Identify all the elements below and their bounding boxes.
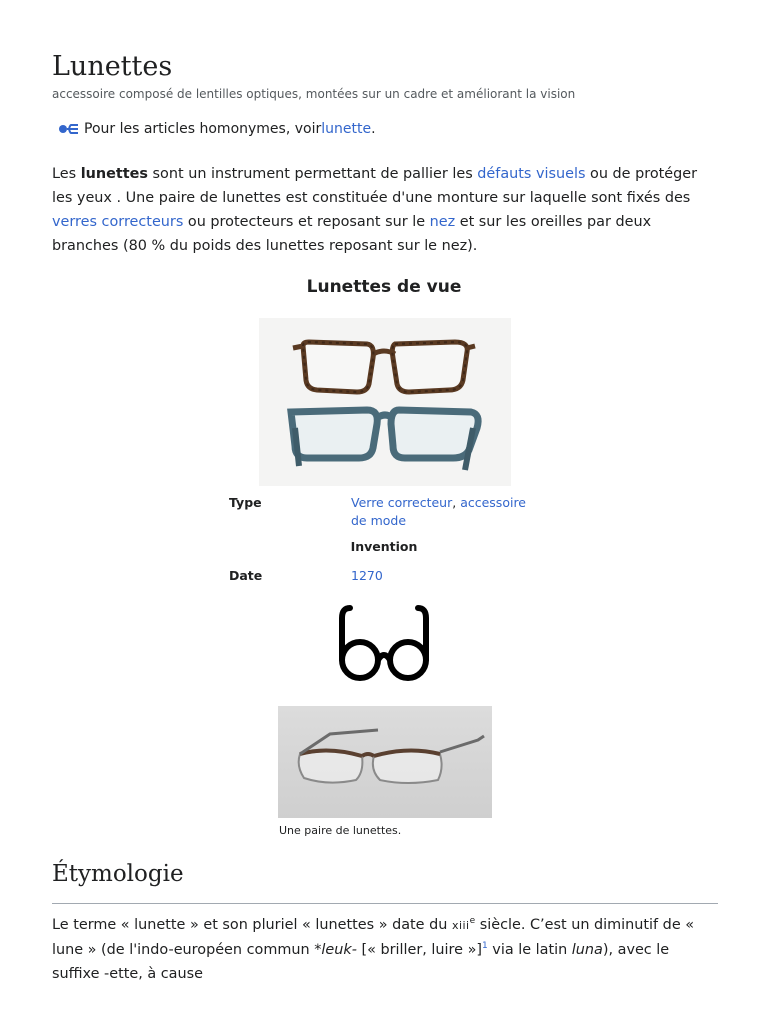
infobox-value-type — [351, 494, 531, 530]
infobox-separator: , — [452, 495, 461, 510]
intro-text: ou de protéger les yeux . Une paire de lunettes est constituée d'une monture sur laquelle sont fixés des — [52, 166, 698, 206]
etym-text: Le terme « lunette » et son pluriel « lunettes » date du — [52, 917, 452, 933]
infobox-label-type: Type — [229, 495, 262, 510]
glasses-photo-icon — [259, 318, 511, 486]
infobox-label-date: Date — [229, 568, 263, 583]
link-1270[interactable]: 1270 — [351, 568, 383, 583]
glasses-logo-icon — [336, 600, 432, 686]
glasses-photo[interactable] — [278, 706, 492, 818]
section-heading-etymologie: Étymologie — [52, 861, 184, 887]
hatnote-prefix: Pour les articles homonymes, voir — [84, 121, 322, 137]
link-verres-correcteurs[interactable]: verres correcteurs — [52, 214, 184, 230]
reference-link-1[interactable]: 1 — [482, 941, 488, 952]
etymology-paragraph — [52, 913, 718, 986]
etym-text: siècle. C’est un diminutif de « lune » (de l'indo-européen commun — [52, 917, 695, 958]
link-nez[interactable]: nez — [429, 214, 456, 230]
section-divider — [52, 903, 718, 904]
rimless-glasses-icon — [278, 706, 492, 818]
intro-text: sont un instrument permettant de pallier les — [147, 166, 478, 182]
hatnote-suffix: . — [371, 121, 376, 137]
intro-text: Les — [52, 166, 81, 182]
intro-text: ou protecteurs et reposant sur le — [183, 214, 430, 230]
hatnote — [58, 119, 376, 139]
link-defauts-visuels[interactable]: défauts visuels — [477, 166, 586, 182]
century-superscript: e — [469, 916, 476, 927]
intro-text: et sur les oreilles par deux branches (80 % du poids des lunettes reposant sur le nez). — [52, 214, 652, 254]
etym-text: ), avec le suffixe -ette, à cause — [52, 942, 670, 982]
photo-caption: Une paire de lunettes. — [279, 824, 402, 837]
intro-bold-term: lunettes — [80, 166, 148, 182]
etym-text: via le latin — [487, 942, 572, 958]
intro-paragraph — [52, 162, 718, 258]
infobox-title: Lunettes de vue — [306, 277, 462, 297]
page-title: Lunettes — [52, 51, 173, 82]
etym-text: [« briller, luire »] — [356, 942, 482, 958]
infobox-image[interactable] — [259, 318, 511, 486]
link-accessoire-de-mode[interactable]: accessoire de mode — [351, 495, 526, 528]
page-subtitle: accessoire composé de lentilles optiques, montées sur un cadre et améliorant la vision — [52, 87, 576, 101]
hatnote-link-lunette[interactable]: lunette — [321, 121, 372, 137]
century-label: xiii — [451, 919, 470, 932]
infobox-header-invention: Invention — [350, 539, 418, 554]
etym-italic: *leuk- — [314, 942, 357, 958]
etym-italic: luna — [571, 942, 603, 958]
disambiguation-icon — [58, 122, 80, 136]
infobox-value-date — [351, 567, 531, 585]
link-verre-correcteur[interactable]: Verre correcteur — [351, 495, 453, 510]
